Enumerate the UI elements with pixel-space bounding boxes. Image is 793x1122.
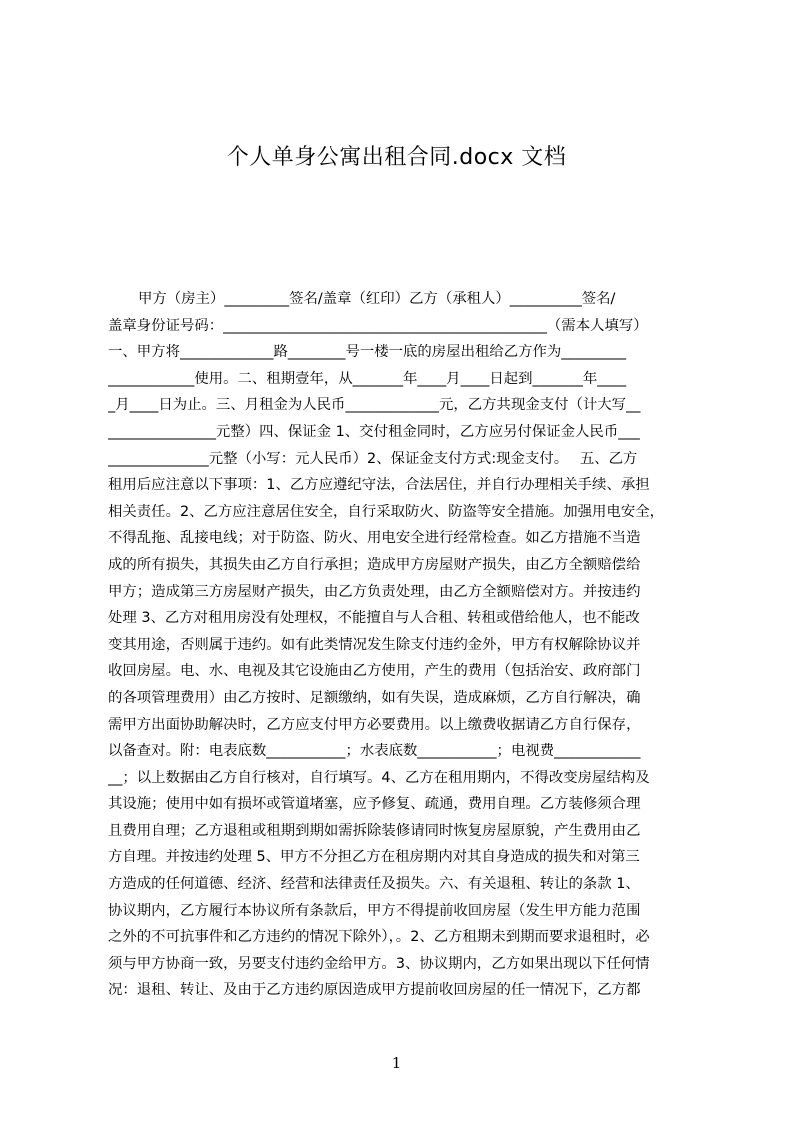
text-line: 方造成的任何道德、经济、经营和法律责任及损失。六、有关退租、转让的条款 1、 bbox=[108, 876, 640, 893]
text-line: 变其用途，否则属于违约。如有此类情况发生除支付违约金外，甲方有权解除协议并 bbox=[108, 636, 641, 653]
document-title: 个人单身公寓出租合同.docx 文档 bbox=[226, 145, 567, 170]
text-line: 一、甲方将_____________路________号一楼一底的房屋出租给乙方作为_________ bbox=[108, 344, 627, 361]
text-line: 的各项管理费用）由乙方按时、足额缴纳，如有失误，造成麻烦，乙方自行解决，确 bbox=[108, 689, 641, 706]
text-line: 须与甲方协商一致，另要支付违约金给甲方。3、协议期内，乙方如果出现以下任何情 bbox=[108, 955, 650, 972]
text-line: 协议期内，乙方履行本协议所有条款后，甲方不得提前收回房屋（发生甲方能力范围 bbox=[108, 902, 641, 919]
text-line: __；以上数据由乙方自行核对，自行填写。4、乙方在租用期内，不得改变房屋结构及 bbox=[108, 769, 650, 786]
contract-body bbox=[108, 286, 698, 1004]
text-line: 需甲方出面协助解决时，乙方应支付甲方必要费用。以上缴费收据请乙方自行保存， bbox=[108, 716, 641, 733]
text-line: _______________元整）四、保证金 1、交付租金同时，乙方应另付保证金人民币___ bbox=[108, 423, 640, 440]
text-line: 相关责任。2、乙方应注意居住安全，自行采取防火、防盗等安全措施。加强用电安全， bbox=[108, 503, 665, 520]
text-line: 甲方；造成第三方房屋财产损失，由乙方负责处理，由乙方全额赔偿对方。并按违约 bbox=[108, 583, 641, 600]
text-line: 况：退租、转让、及由于乙方违约原因造成甲方提前收回房屋的任一情况下，乙方都 bbox=[108, 982, 641, 999]
text-line: 其设施；使用中如有损坏或管道堵塞，应予修复、疏通，费用自理。乙方装修须合理 bbox=[108, 796, 641, 813]
text-line: 盖章身份证号码：_____________________________________________（需本人填写） bbox=[108, 317, 648, 334]
text-line: 租用后应注意以下事项：1、乙方应遵纪守法，合法居住，并自行办理相关手续、承担 bbox=[108, 477, 650, 494]
text-line: 之外的不可抗事件和乙方违约的情况下除外），。2、乙方租期未到期而要求退租时，必 bbox=[108, 929, 650, 946]
text-line: _月____日为止。三、月租金为人民币_____________元，乙方共现金支付（计大写__ bbox=[108, 397, 641, 414]
text-line: 成的所有损失，其损失由乙方自行承担；造成甲方房屋财产损失，由乙方全额赔偿给 bbox=[108, 556, 641, 573]
text-line: 以备查对。附：电表底数___________；水表底数___________；电视费____________ bbox=[108, 743, 641, 760]
text-line: 收回房屋。电、水、电视及其它设施由乙方使用，产生的费用（包括治安、政府部门 bbox=[108, 663, 641, 680]
text-line: 且费用自理；乙方退租或租期到期如需拆除装修请同时恢复房屋原貌，产生费用由乙 bbox=[108, 822, 641, 839]
text-line: ______________元整（小写：元人民币）2、保证金支付方式:现金支付。 五、乙方 bbox=[108, 450, 638, 467]
text-line: 甲方（房主）_________签名/盖章（红印）乙方（承租人）__________签名/ bbox=[138, 291, 616, 307]
text-line: 方自理。并按违约处理 5、甲方不分担乙方在租房期内对其自身造成的损失和对第三 bbox=[108, 849, 640, 866]
text-line: ____________使用。二、租期壹年，从_______年____月____日起到_______年____ bbox=[108, 370, 627, 387]
text-line: 不得乱拖、乱接电线；对于防盗、防火、用电安全进行经常检查。如乙方措施不当造 bbox=[108, 530, 641, 547]
page-number: 1 bbox=[391, 1054, 402, 1072]
text-line: 处理 3、乙方对租用房没有处理权，不能擅自与人合租、转租或借给他人，也不能改 bbox=[108, 610, 640, 627]
